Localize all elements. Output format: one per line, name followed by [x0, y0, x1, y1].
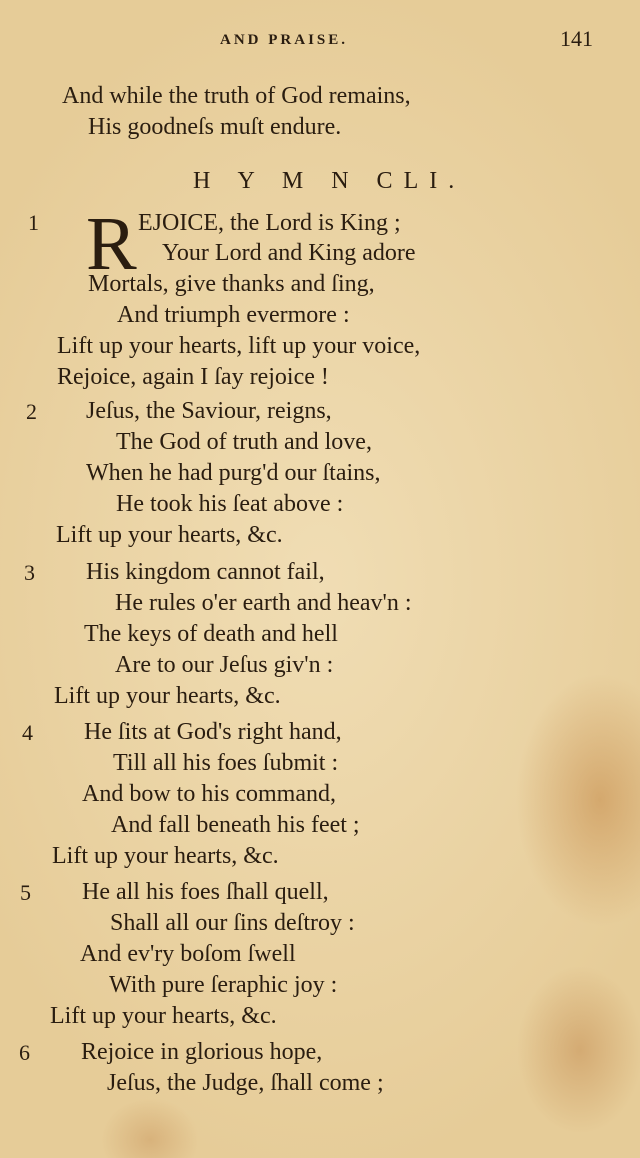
verse-line: And bow to his command, — [82, 781, 336, 807]
verse-number: 5 — [20, 880, 31, 905]
verse-line: And triumph evermore : — [117, 302, 350, 328]
continuation-line: And while the truth of God remains, — [62, 83, 411, 109]
verse-line: And ev'ry boſom ſwell — [80, 941, 296, 967]
verse-number: 3 — [24, 560, 35, 585]
verse-line: Are to our Jeſus giv'n : — [115, 652, 334, 678]
verse-line: Till all his foes ſubmit : — [113, 750, 339, 776]
verse-number: 1 — [28, 210, 39, 235]
verse-line: He rules o'er earth and heav'n : — [115, 590, 412, 616]
verse-line: Your Lord and King adore — [162, 240, 416, 266]
verse-line: The God of truth and love, — [116, 429, 372, 455]
verse-line: Lift up your hearts, &c. — [52, 843, 279, 869]
verse-line: Jeſus, the Saviour, reigns, — [86, 398, 332, 424]
drop-cap: R — [86, 202, 137, 286]
verse-line: And fall beneath his feet ; — [111, 812, 360, 838]
verse-line: The keys of death and hell — [84, 621, 338, 647]
verse-line: Lift up your hearts, &c. — [54, 683, 281, 709]
page-number: 141 — [560, 26, 593, 51]
verse-line: Jeſus, the Judge, ſhall come ; — [107, 1070, 384, 1096]
verse-line: Lift up your hearts, &c. — [56, 522, 283, 548]
verse-line: EJOICE, the Lord is King ; — [138, 210, 401, 236]
verse-number: 2 — [26, 399, 37, 424]
continuation-line: His goodneſs muſt endure. — [88, 114, 342, 140]
verse-line: He took his ſeat above : — [116, 491, 344, 517]
verse-line: When he had purg'd our ſtains, — [86, 460, 381, 486]
verse-line: Mortals, give thanks and ſing, — [88, 271, 375, 297]
verse-line: Rejoice in glorious hope, — [81, 1039, 323, 1065]
running-title: AND PRAISE. — [220, 32, 349, 48]
verse-line: He ſits at God's right hand, — [84, 719, 342, 745]
verse-line: Shall all our ſins deſtroy : — [110, 910, 355, 936]
verse-line: With pure ſeraphic joy : — [109, 972, 338, 998]
verse-line: Rejoice, again I ſay rejoice ! — [57, 364, 329, 390]
verse-line: He all his foes ſhall quell, — [82, 879, 329, 905]
verse-number: 4 — [22, 720, 33, 745]
verse-line: His kingdom cannot fail, — [86, 559, 325, 585]
verse-line: Lift up your hearts, lift up your voice, — [57, 333, 421, 359]
hymn-title: H Y M N CLI. — [193, 168, 466, 194]
verse-line: Lift up your hearts, &c. — [50, 1003, 277, 1029]
verse-number: 6 — [19, 1040, 30, 1065]
